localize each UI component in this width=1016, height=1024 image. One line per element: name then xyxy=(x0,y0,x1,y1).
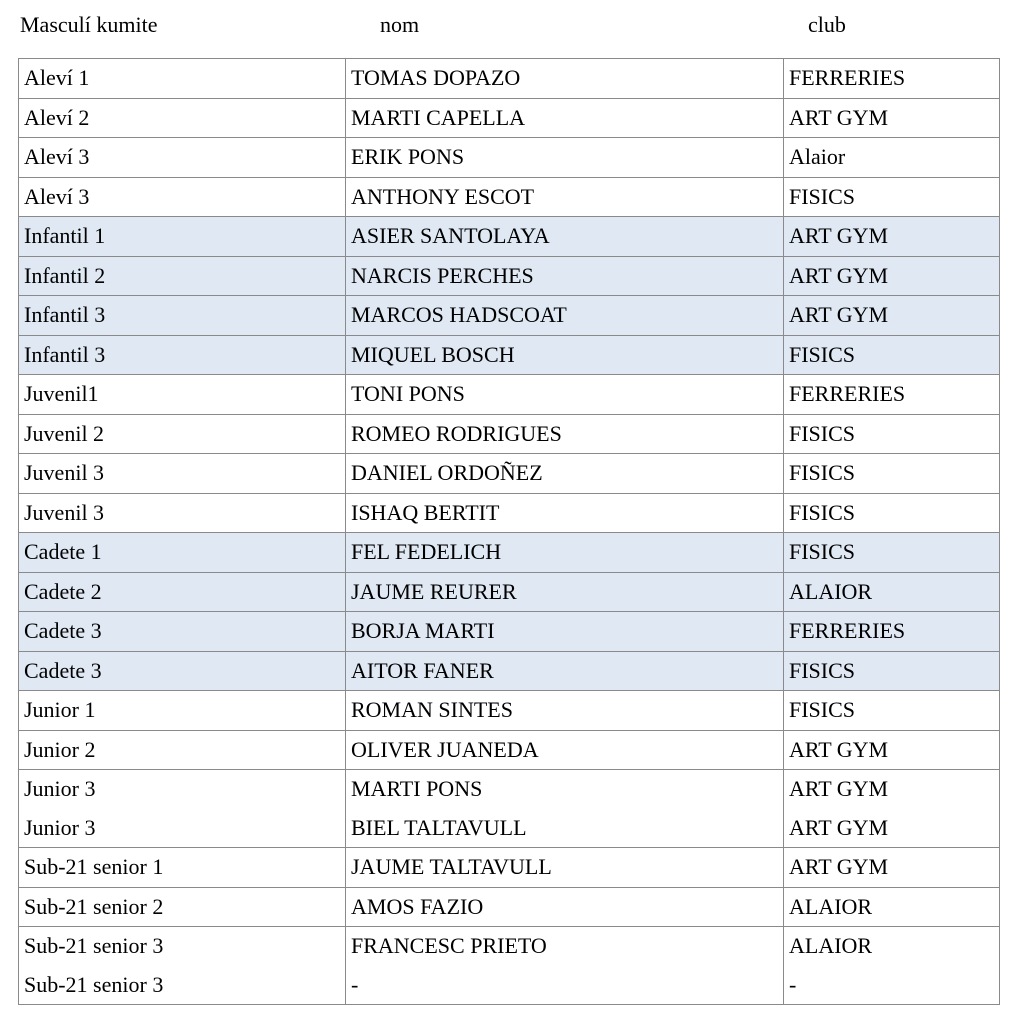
name-cell: AMOS FAZIO xyxy=(346,887,784,927)
header-name: nom xyxy=(380,12,420,37)
table-row xyxy=(19,59,1000,99)
table-row xyxy=(19,138,1000,178)
category-cell: Junior 3 xyxy=(19,770,346,809)
name-cell: JAUME TALTAVULL xyxy=(346,848,784,888)
club-cell: FISICS xyxy=(784,414,1000,454)
table-row xyxy=(19,533,1000,573)
club-cell: ALAIOR xyxy=(784,572,1000,612)
name-cell: MARTI PONS xyxy=(346,770,784,809)
table-header xyxy=(0,12,1016,42)
name-cell: ROMAN SINTES xyxy=(346,691,784,731)
table-row xyxy=(19,256,1000,296)
name-cell: AITOR FANER xyxy=(346,651,784,691)
name-cell: ASIER SANTOLAYA xyxy=(346,217,784,257)
name-cell: FRANCESC PRIETO xyxy=(346,927,784,966)
results-table xyxy=(18,58,1000,1005)
name-cell: ISHAQ BERTIT xyxy=(346,493,784,533)
name-cell: TOMAS DOPAZO xyxy=(346,59,784,99)
club-cell: ART GYM xyxy=(784,809,1000,848)
category-cell: Junior 2 xyxy=(19,730,346,770)
club-cell: ART GYM xyxy=(784,296,1000,336)
table-row xyxy=(19,848,1000,888)
category-cell: Junior 1 xyxy=(19,691,346,731)
header-club: club xyxy=(808,12,846,37)
name-cell: BIEL TALTAVULL xyxy=(346,809,784,848)
table-row xyxy=(19,887,1000,927)
table-row xyxy=(19,927,1000,966)
club-cell: FISICS xyxy=(784,177,1000,217)
table-row xyxy=(19,966,1000,1005)
category-cell: Cadete 2 xyxy=(19,572,346,612)
category-cell: Infantil 1 xyxy=(19,217,346,257)
table-row xyxy=(19,98,1000,138)
name-cell: OLIVER JUANEDA xyxy=(346,730,784,770)
name-cell: MIQUEL BOSCH xyxy=(346,335,784,375)
table-row xyxy=(19,612,1000,652)
name-cell: TONI PONS xyxy=(346,375,784,415)
club-cell: FISICS xyxy=(784,691,1000,731)
category-cell: Cadete 1 xyxy=(19,533,346,573)
category-cell: Aleví 1 xyxy=(19,59,346,99)
name-cell: NARCIS PERCHES xyxy=(346,256,784,296)
category-cell: Sub-21 senior 3 xyxy=(19,927,346,966)
category-cell: Infantil 2 xyxy=(19,256,346,296)
club-cell: FERRERIES xyxy=(784,612,1000,652)
category-cell: Sub-21 senior 1 xyxy=(19,848,346,888)
category-cell: Infantil 3 xyxy=(19,296,346,336)
table-row xyxy=(19,809,1000,848)
table-row xyxy=(19,414,1000,454)
table-row xyxy=(19,335,1000,375)
name-cell: DANIEL ORDOÑEZ xyxy=(346,454,784,494)
category-cell: Cadete 3 xyxy=(19,651,346,691)
club-cell: ART GYM xyxy=(784,848,1000,888)
club-cell: FISICS xyxy=(784,493,1000,533)
category-cell: Sub-21 senior 3 xyxy=(19,966,346,1005)
name-cell: FEL FEDELICH xyxy=(346,533,784,573)
club-cell: ART GYM xyxy=(784,98,1000,138)
name-cell: ROMEO RODRIGUES xyxy=(346,414,784,454)
category-cell: Aleví 3 xyxy=(19,177,346,217)
category-cell: Sub-21 senior 2 xyxy=(19,887,346,927)
name-cell: ERIK PONS xyxy=(346,138,784,178)
table-row xyxy=(19,651,1000,691)
category-cell: Cadete 3 xyxy=(19,612,346,652)
table-row xyxy=(19,454,1000,494)
name-cell: BORJA MARTI xyxy=(346,612,784,652)
name-cell: JAUME REURER xyxy=(346,572,784,612)
name-cell: MARTI CAPELLA xyxy=(346,98,784,138)
name-cell: ANTHONY ESCOT xyxy=(346,177,784,217)
table-row xyxy=(19,770,1000,809)
category-cell: Aleví 3 xyxy=(19,138,346,178)
club-cell: ART GYM xyxy=(784,217,1000,257)
category-cell: Infantil 3 xyxy=(19,335,346,375)
club-cell: ART GYM xyxy=(784,256,1000,296)
club-cell: ART GYM xyxy=(784,730,1000,770)
club-cell: FERRERIES xyxy=(784,375,1000,415)
table-row xyxy=(19,691,1000,731)
category-cell: Juvenil 3 xyxy=(19,454,346,494)
category-cell: Aleví 2 xyxy=(19,98,346,138)
category-cell: Junior 3 xyxy=(19,809,346,848)
header-category: Masculí kumite xyxy=(20,12,158,37)
club-cell: FERRERIES xyxy=(784,59,1000,99)
club-cell: Alaior xyxy=(784,138,1000,178)
category-cell: Juvenil1 xyxy=(19,375,346,415)
club-cell: ART GYM xyxy=(784,770,1000,809)
category-cell: Juvenil 3 xyxy=(19,493,346,533)
table-row xyxy=(19,730,1000,770)
club-cell: FISICS xyxy=(784,335,1000,375)
club-cell: FISICS xyxy=(784,454,1000,494)
category-cell: Juvenil 2 xyxy=(19,414,346,454)
table-row xyxy=(19,493,1000,533)
table-row xyxy=(19,177,1000,217)
club-cell: ALAIOR xyxy=(784,927,1000,966)
club-cell: FISICS xyxy=(784,533,1000,573)
name-cell: - xyxy=(346,966,784,1005)
table-row xyxy=(19,296,1000,336)
table-row xyxy=(19,217,1000,257)
club-cell: - xyxy=(784,966,1000,1005)
club-cell: FISICS xyxy=(784,651,1000,691)
table-row xyxy=(19,375,1000,415)
club-cell: ALAIOR xyxy=(784,887,1000,927)
name-cell: MARCOS HADSCOAT xyxy=(346,296,784,336)
table-row xyxy=(19,572,1000,612)
